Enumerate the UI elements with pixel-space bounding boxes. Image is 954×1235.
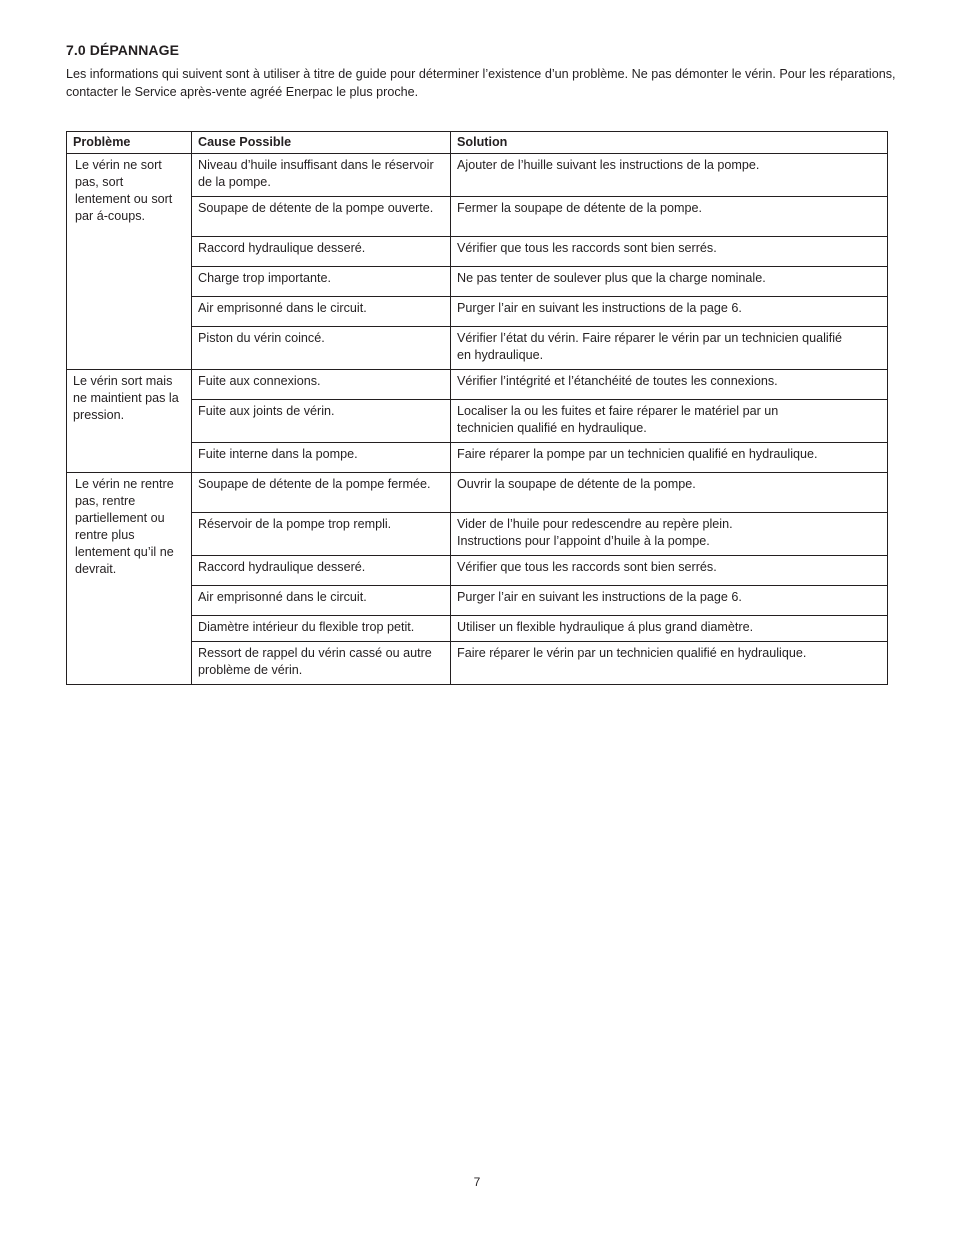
troubleshooting-table xyxy=(66,131,888,685)
problem-cell: Le vérin ne rentre pas, rentre partiellement ou rentre plus lentement qu’il ne devrait. xyxy=(67,473,192,685)
cause-cell: Raccord hydraulique desseré. xyxy=(192,556,451,586)
solution-cell: Ouvrir la soupape de détente de la pompe. xyxy=(451,473,888,513)
cause-cell: Piston du vérin coincé. xyxy=(192,327,451,370)
solution-cell: Ne pas tenter de soulever plus que la charge nominale. xyxy=(451,267,888,297)
cause-cell: Niveau d’huile insuffisant dans le réservoir de la pompe. xyxy=(192,154,451,197)
table-row xyxy=(67,154,888,197)
cause-cell: Fuite aux joints de vérin. xyxy=(192,400,451,443)
cause-cell: Ressort de rappel du vérin cassé ou autre problème de vérin. xyxy=(192,642,451,685)
solution-cell: Vérifier que tous les raccords sont bien serrés. xyxy=(451,237,888,267)
table-body xyxy=(67,154,888,685)
solution-cell: Ajouter de l’huille suivant les instructions de la pompe. xyxy=(451,154,888,197)
cause-cell: Fuite aux connexions. xyxy=(192,370,451,400)
solution-cell: Vider de l’huile pour redescendre au repère plein. Instructions pour l’appoint d’huile à la pompe. xyxy=(451,513,888,556)
cause-cell: Réservoir de la pompe trop rempli. xyxy=(192,513,451,556)
table-row xyxy=(67,473,888,513)
solution-cell: Localiser la ou les fuites et faire réparer le matériel par un technicien qualifié en hydraulique. xyxy=(451,400,888,443)
solution-cell: Vérifier l’état du vérin. Faire réparer le vérin par un technicien qualifié en hydraulique. xyxy=(451,327,888,370)
problem-cell: Le vérin ne sort pas, sort lentement ou sort par á-coups. xyxy=(67,154,192,370)
cause-cell: Charge trop importante. xyxy=(192,267,451,297)
solution-cell: Faire réparer la pompe par un technicien qualifié en hydraulique. xyxy=(451,443,888,473)
section-heading: 7.0 DÉPANNAGE xyxy=(66,42,180,58)
solution-cell: Vérifier que tous les raccords sont bien serrés. xyxy=(451,556,888,586)
cause-cell: Soupape de détente de la pompe fermée. xyxy=(192,473,451,513)
cause-cell: Air emprisonné dans le circuit. xyxy=(192,586,451,616)
column-header-cause: Cause Possible xyxy=(192,132,451,154)
solution-cell: Purger l’air en suivant les instructions de la page 6. xyxy=(451,297,888,327)
cause-cell: Fuite interne dans la pompe. xyxy=(192,443,451,473)
cause-cell: Diamètre intérieur du flexible trop petit. xyxy=(192,616,451,642)
page-number: 7 xyxy=(473,1175,481,1189)
column-header-solution: Solution xyxy=(451,132,888,154)
solution-cell: Fermer la soupape de détente de la pompe. xyxy=(451,197,888,237)
column-header-probleme: Problème xyxy=(67,132,192,154)
solution-cell: Utiliser un flexible hydraulique á plus grand diamètre. xyxy=(451,616,888,642)
solution-cell: Vérifier l’intégrité et l’étanchéité de toutes les connexions. xyxy=(451,370,888,400)
cause-cell: Raccord hydraulique desseré. xyxy=(192,237,451,267)
table-header xyxy=(67,132,888,154)
intro-paragraph: Les informations qui suivent sont à utiliser à titre de guide pour déterminer l’existence d’un problème. Ne pas démonter le vérin. Pour les réparations, contacter le Service après-vente agréé Enerpac le plus proche. xyxy=(66,67,896,99)
table-row xyxy=(67,370,888,400)
solution-cell: Faire réparer le vérin par un technicien qualifié en hydraulique. xyxy=(451,642,888,685)
cause-cell: Air emprisonné dans le circuit. xyxy=(192,297,451,327)
table-header-row xyxy=(67,132,888,154)
cause-cell: Soupape de détente de la pompe ouverte. xyxy=(192,197,451,237)
solution-cell: Purger l’air en suivant les instructions de la page 6. xyxy=(451,586,888,616)
problem-cell: Le vérin sort mais ne maintient pas la pression. xyxy=(67,370,192,473)
